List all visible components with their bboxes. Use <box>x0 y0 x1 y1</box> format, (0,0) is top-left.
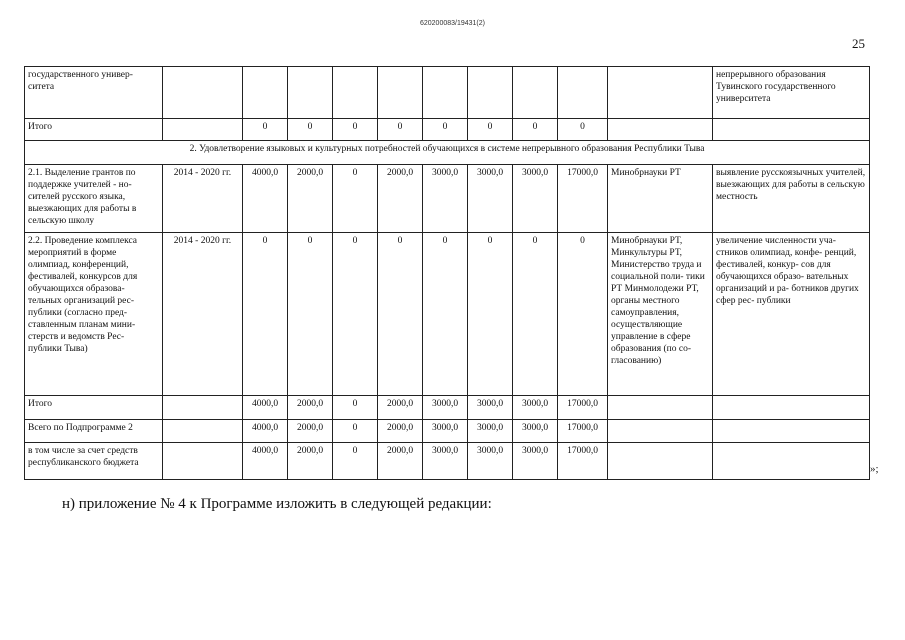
value-cell <box>468 67 513 119</box>
value-cell: 4000,0 <box>243 420 288 443</box>
value-cell: 4000,0 <box>243 443 288 480</box>
value-cell: 0 <box>513 233 558 396</box>
row-result: увеличение численности уча- стников олимпиад, конфе- ренций, фестивалей, конкур- сов для обучающихся образо- вательных организаций и ра- ботников других сфер рес- публики <box>713 233 870 396</box>
value-cell: 3000,0 <box>468 396 513 420</box>
value-cell: 3000,0 <box>513 443 558 480</box>
value-cell: 0 <box>468 233 513 396</box>
row-name: Всего по Подпрограмме 2 <box>25 420 163 443</box>
program-table <box>24 66 870 480</box>
value-cell: 3000,0 <box>423 396 468 420</box>
value-cell: 0 <box>288 233 333 396</box>
row-name: 2.2. Проведение комплекса мероприятий в форме олимпиад, конференций, фестивалей, конкурсов для обучающихся образова- тельных организаций рес- публики (согласно пред- ставленным планам мини- стерств и ведомств Рес- публики Тыва) <box>25 233 163 396</box>
value-cell: 2000,0 <box>288 165 333 233</box>
value-cell <box>558 67 608 119</box>
value-cell: 2000,0 <box>378 396 423 420</box>
value-cell: 0 <box>378 233 423 396</box>
value-cell: 2000,0 <box>288 420 333 443</box>
row-period: 2014 - 2020 гг. <box>163 233 243 396</box>
row-result: выявление русскоязычных учителей, выезжающих для работы в сельскую местность <box>713 165 870 233</box>
value-cell: 0 <box>288 119 333 141</box>
value-cell: 2000,0 <box>378 165 423 233</box>
value-cell <box>513 67 558 119</box>
value-cell: 3000,0 <box>423 420 468 443</box>
value-cell: 0 <box>423 119 468 141</box>
value-cell <box>378 67 423 119</box>
value-cell: 17000,0 <box>558 396 608 420</box>
row-executor <box>608 119 713 141</box>
document-id: 620200083/19431(2) <box>419 20 485 27</box>
section-heading: 2. Удовлетворение языковых и культурных потребностей обучающихся в системе непрерывного образования Республики Тыва <box>25 141 870 165</box>
row-result <box>713 396 870 420</box>
value-cell: 2000,0 <box>288 396 333 420</box>
value-cell: 17000,0 <box>558 165 608 233</box>
row-name: в том числе за счет средств республиканского бюджета <box>25 443 163 480</box>
row-result: непрерывного образования Тувинского государственного университета <box>713 67 870 119</box>
value-cell <box>288 67 333 119</box>
row-period <box>163 396 243 420</box>
row-name: 2.1. Выделение грантов по поддержке учителей - но- сителей русского языка, выезжающих для работы в сельскую школу <box>25 165 163 233</box>
value-cell: 3000,0 <box>423 443 468 480</box>
row-name: государственного универ- ситета <box>25 67 163 119</box>
table-row <box>25 119 870 141</box>
table-row <box>25 67 870 119</box>
value-cell: 17000,0 <box>558 420 608 443</box>
value-cell: 0 <box>378 119 423 141</box>
value-cell: 0 <box>333 396 378 420</box>
row-executor <box>608 443 713 480</box>
value-cell: 4000,0 <box>243 165 288 233</box>
section-row <box>25 141 870 165</box>
value-cell: 3000,0 <box>423 165 468 233</box>
row-period <box>163 67 243 119</box>
amendment-instruction: н) приложение № 4 к Программе изложить в следующей редакции: <box>62 496 492 512</box>
value-cell: 0 <box>423 233 468 396</box>
value-cell <box>333 67 378 119</box>
row-period <box>163 119 243 141</box>
row-result <box>713 119 870 141</box>
value-cell: 3000,0 <box>513 165 558 233</box>
table-row <box>25 443 870 480</box>
value-cell: 2000,0 <box>378 420 423 443</box>
value-cell: 0 <box>333 119 378 141</box>
row-executor: Минобрнауки РТ, Минкультуры РТ, Министерство труда и социальной поли- тики РТ Минмолодежи РТ, органы местного самоуправления, осуществляющие управление в сфере образования (по со- гласованию) <box>608 233 713 396</box>
value-cell: 0 <box>513 119 558 141</box>
page-number: 25 <box>852 36 865 51</box>
value-cell: 2000,0 <box>288 443 333 480</box>
row-period <box>163 443 243 480</box>
value-cell: 3000,0 <box>513 420 558 443</box>
row-executor <box>608 396 713 420</box>
value-cell <box>423 67 468 119</box>
row-result <box>713 443 870 480</box>
value-cell: 2000,0 <box>378 443 423 480</box>
row-period: 2014 - 2020 гг. <box>163 165 243 233</box>
value-cell: 0 <box>333 420 378 443</box>
value-cell: 0 <box>558 119 608 141</box>
closing-quote-mark: »; <box>870 463 879 475</box>
value-cell: 0 <box>558 233 608 396</box>
table-row <box>25 233 870 396</box>
value-cell: 3000,0 <box>513 396 558 420</box>
value-cell: 0 <box>333 233 378 396</box>
value-cell: 4000,0 <box>243 396 288 420</box>
value-cell: 3000,0 <box>468 420 513 443</box>
value-cell <box>243 67 288 119</box>
value-cell: 0 <box>333 165 378 233</box>
row-executor <box>608 420 713 443</box>
row-period <box>163 420 243 443</box>
table-row <box>25 396 870 420</box>
row-name: Итого <box>25 119 163 141</box>
row-executor: Минобрнауки РТ <box>608 165 713 233</box>
value-cell: 3000,0 <box>468 165 513 233</box>
table-row <box>25 165 870 233</box>
row-executor <box>608 67 713 119</box>
value-cell: 0 <box>333 443 378 480</box>
value-cell: 0 <box>468 119 513 141</box>
value-cell: 17000,0 <box>558 443 608 480</box>
table-row <box>25 420 870 443</box>
value-cell: 0 <box>243 119 288 141</box>
row-name: Итого <box>25 396 163 420</box>
row-result <box>713 420 870 443</box>
value-cell: 3000,0 <box>468 443 513 480</box>
value-cell: 0 <box>243 233 288 396</box>
